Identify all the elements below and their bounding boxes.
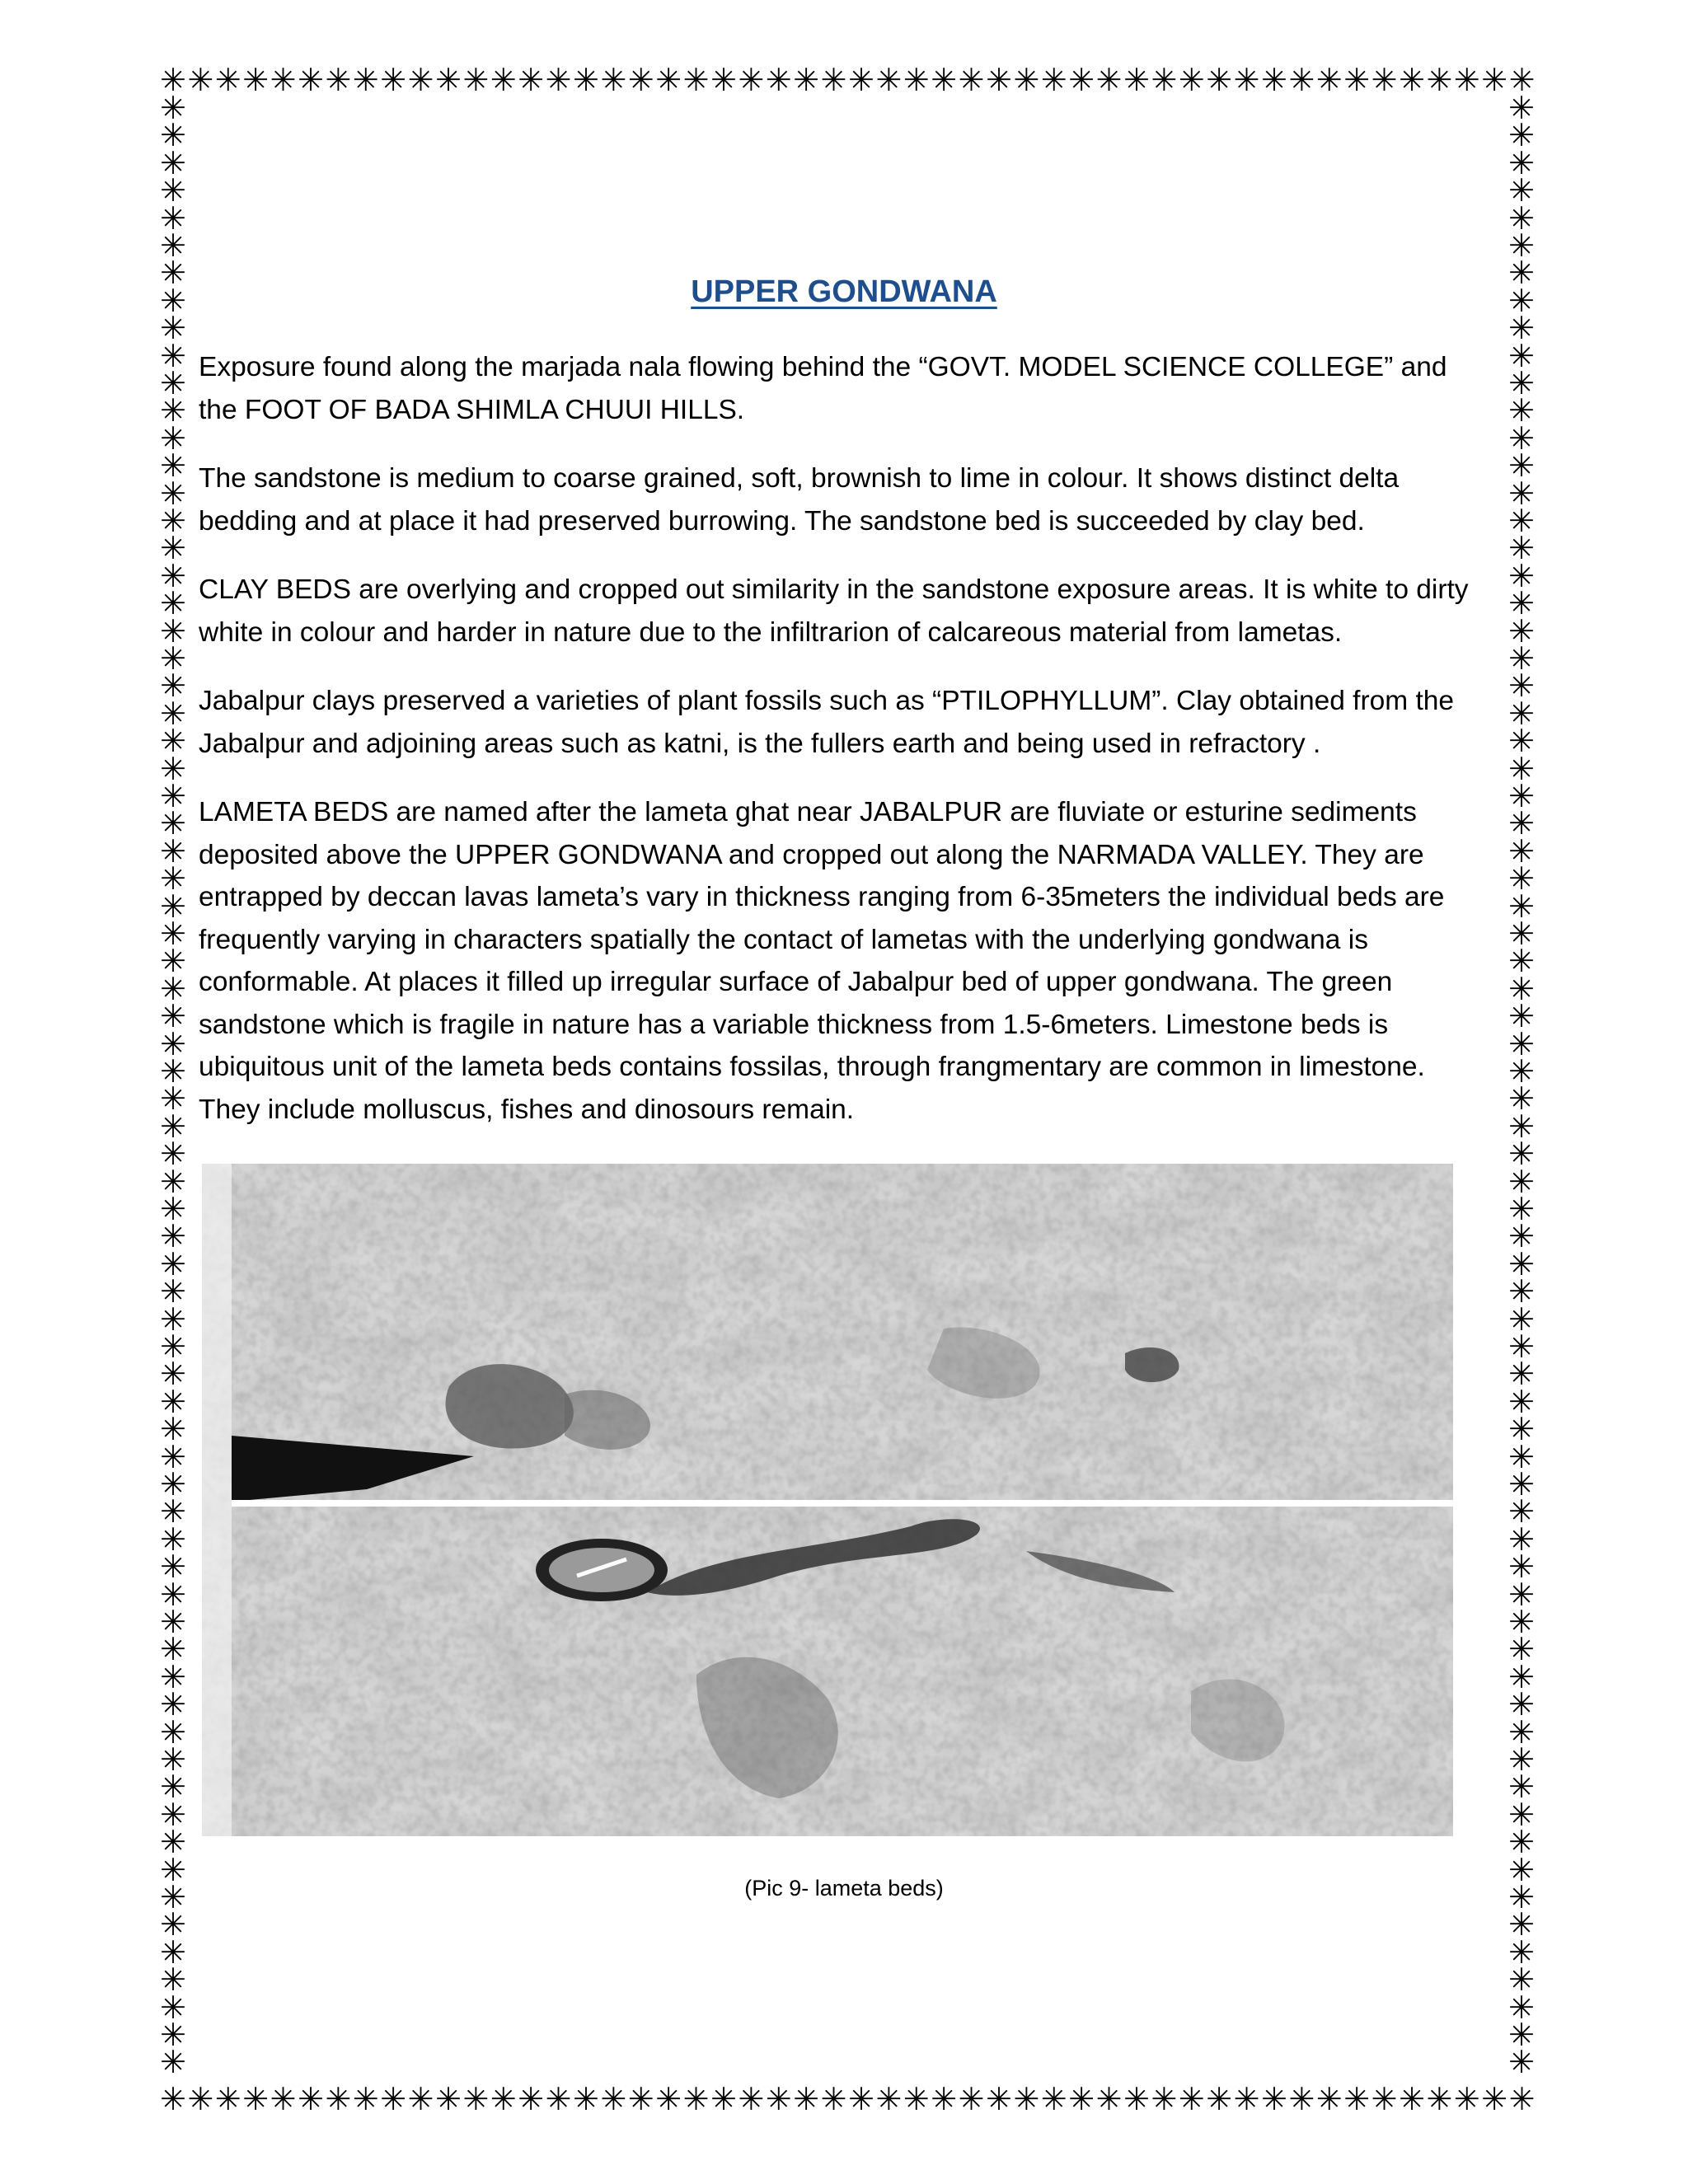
border-star-icon: ✳ xyxy=(1508,805,1535,842)
border-top xyxy=(159,64,1536,97)
border-star-icon: ✳ xyxy=(1508,1851,1535,1888)
border-star-icon: ✳ xyxy=(765,2081,792,2117)
border-star-icon: ✳ xyxy=(1371,2081,1398,2117)
border-star-icon: ✳ xyxy=(958,62,985,98)
border-star-icon: ✳ xyxy=(738,62,765,98)
border-star-icon: ✳ xyxy=(1508,1521,1535,1558)
border-star-icon: ✳ xyxy=(931,62,958,98)
border-star-icon: ✳ xyxy=(1508,1769,1535,1806)
border-star-icon: ✳ xyxy=(352,62,379,98)
border-star-icon: ✳ xyxy=(1013,2081,1040,2117)
border-star-icon: ✳ xyxy=(1508,1329,1535,1365)
border-star-icon: ✳ xyxy=(435,2081,462,2117)
border-star-icon: ✳ xyxy=(160,1136,186,1173)
border-star-icon: ✳ xyxy=(1151,2081,1178,2117)
border-star-icon: ✳ xyxy=(655,2081,682,2117)
border-star-icon: ✳ xyxy=(160,1796,186,1833)
border-star-icon: ✳ xyxy=(1508,1906,1535,1943)
border-star-icon: ✳ xyxy=(1508,1879,1535,1915)
border-star-icon: ✳ xyxy=(160,585,186,622)
border-star-icon: ✳ xyxy=(1426,2081,1453,2117)
border-star-icon: ✳ xyxy=(1508,1658,1535,1695)
border-star-icon: ✳ xyxy=(986,2081,1012,2117)
border-star-icon: ✳ xyxy=(160,365,186,401)
border-star-icon: ✳ xyxy=(1508,530,1535,567)
body-text xyxy=(199,346,1484,1157)
border-star-icon: ✳ xyxy=(490,62,517,98)
border-star-icon: ✳ xyxy=(380,62,407,98)
border-star-icon: ✳ xyxy=(875,62,903,98)
border-star-icon: ✳ xyxy=(820,62,847,98)
border-star-icon: ✳ xyxy=(1508,199,1535,237)
border-star-icon: ✳ xyxy=(160,172,186,209)
border-star-icon: ✳ xyxy=(160,1301,186,1338)
border-star-icon: ✳ xyxy=(160,1163,186,1200)
border-star-icon: ✳ xyxy=(160,750,186,787)
border-star-icon: ✳ xyxy=(160,1356,186,1393)
border-star-icon: ✳ xyxy=(160,1631,186,1668)
border-star-icon: ✳ xyxy=(1233,2081,1260,2117)
border-star-icon: ✳ xyxy=(1508,1411,1535,1448)
border-star-icon: ✳ xyxy=(160,998,186,1035)
border-star-icon: ✳ xyxy=(1315,2081,1343,2117)
border-star-icon: ✳ xyxy=(160,1493,186,1530)
border-star-icon: ✳ xyxy=(573,62,599,98)
border-star-icon: ✳ xyxy=(1508,668,1535,705)
border-star-icon: ✳ xyxy=(545,2081,572,2117)
border-star-icon: ✳ xyxy=(1068,62,1095,98)
border-star-icon: ✳ xyxy=(160,1245,186,1282)
border-star-icon: ✳ xyxy=(1233,62,1260,98)
border-star-icon: ✳ xyxy=(1508,255,1535,292)
border-star-icon: ✳ xyxy=(462,62,490,98)
border-star-icon: ✳ xyxy=(710,62,737,98)
border-star-icon: ✳ xyxy=(1508,557,1535,594)
border-star-icon: ✳ xyxy=(1508,1824,1535,1861)
border-star-icon: ✳ xyxy=(160,310,186,347)
border-star-icon: ✳ xyxy=(1508,1356,1535,1393)
border-star-icon: ✳ xyxy=(682,62,710,98)
border-star-icon: ✳ xyxy=(1508,1686,1535,1723)
border-star-icon: ✳ xyxy=(160,282,186,319)
border-star-icon: ✳ xyxy=(298,62,324,98)
border-star-icon: ✳ xyxy=(1123,62,1150,98)
border-star-icon: ✳ xyxy=(986,62,1012,98)
border-star-icon: ✳ xyxy=(160,1411,186,1448)
border-star-icon: ✳ xyxy=(1508,117,1535,154)
border-star-icon: ✳ xyxy=(1508,778,1535,814)
border-star-icon: ✳ xyxy=(1508,1796,1535,1833)
border-star-icon: ✳ xyxy=(160,1053,186,1090)
lameta-beds-photo xyxy=(202,1164,1453,1836)
border-star-icon: ✳ xyxy=(1481,62,1508,98)
border-star-icon: ✳ xyxy=(160,1824,186,1861)
border-star-icon: ✳ xyxy=(160,695,186,732)
border-star-icon: ✳ xyxy=(655,62,682,98)
border-star-icon: ✳ xyxy=(1508,2017,1535,2053)
border-star-icon: ✳ xyxy=(160,640,186,677)
border-star-icon: ✳ xyxy=(160,916,186,952)
border-star-icon: ✳ xyxy=(462,2081,490,2117)
border-star-icon: ✳ xyxy=(1508,1273,1535,1310)
border-star-icon: ✳ xyxy=(518,62,545,98)
border-star-icon: ✳ xyxy=(958,2081,985,2117)
border-star-icon: ✳ xyxy=(1261,2081,1287,2117)
border-star-icon: ✳ xyxy=(160,1658,186,1695)
border-star-icon: ✳ xyxy=(820,2081,847,2117)
border-star-icon: ✳ xyxy=(1508,585,1535,622)
border-star-icon: ✳ xyxy=(793,62,820,98)
border-star-icon: ✳ xyxy=(1288,62,1315,98)
border-star-icon: ✳ xyxy=(1508,62,1536,98)
border-star-icon: ✳ xyxy=(1508,227,1535,264)
border-star-icon: ✳ xyxy=(160,475,186,512)
border-star-icon: ✳ xyxy=(1508,860,1535,898)
border-star-icon: ✳ xyxy=(1178,62,1205,98)
paragraph-jabalpur-clays: Jabalpur clays preserved a varieties of plant fossils such as “PTILOPHYLLUM”. Clay obtained from the Jabalpur and adjoining areas such as katni, is the fullers earth and being used in refractory . xyxy=(199,686,1455,759)
border-star-icon: ✳ xyxy=(1288,2081,1315,2117)
border-star-icon: ✳ xyxy=(903,2081,930,2117)
border-star-icon: ✳ xyxy=(1151,62,1178,98)
border-star-icon: ✳ xyxy=(160,1438,186,1475)
paragraph-sandstone: The sandstone is medium to coarse grained, soft, brownish to lime in colour. It shows distinct delta bedding and at place it had preserved burrowing. The sandstone bed is succeeded by clay bed. xyxy=(199,463,1400,537)
border-star-icon: ✳ xyxy=(1508,1438,1535,1475)
border-star-icon: ✳ xyxy=(1508,419,1535,457)
border-star-icon: ✳ xyxy=(1206,2081,1233,2117)
border-star-icon: ✳ xyxy=(1481,2081,1508,2117)
border-star-icon: ✳ xyxy=(407,2081,434,2117)
border-star-icon: ✳ xyxy=(1508,90,1535,126)
border-star-icon: ✳ xyxy=(1508,1741,1535,1778)
paragraph-lameta-beds: LAMETA BEDS are named after the lameta ghat near JABALPUR are fluviate or esturine sediments deposited above the UPPER GONDWANA and cropped out along the NARMADA VALLEY. They are entrapped by deccan lavas lameta’s vary in thickness ranging from 6-35meters the individual beds are frequently varying in characters spatially the contact of lametas with the underlying gondwana is conformable. At places it filled up irregular surface of Jabalpur bed of upper gondwana. The green sandstone which is fragile in nature has a variable thickness from 1.5-6meters. Limestone beds is ubiquitous unit of the lameta beds contains fossilas, through frangmentary are common in limestone. They include molluscus, fishes and dinosours remain. xyxy=(199,797,1445,1125)
border-star-icon: ✳ xyxy=(1508,998,1535,1035)
border-star-icon: ✳ xyxy=(1315,62,1343,98)
border-star-icon: ✳ xyxy=(490,2081,517,2117)
border-star-icon: ✳ xyxy=(1508,1933,1535,1971)
border-star-icon: ✳ xyxy=(1508,475,1535,512)
border-star-icon: ✳ xyxy=(160,888,186,925)
border-star-icon: ✳ xyxy=(160,1604,186,1640)
border-star-icon: ✳ xyxy=(1508,1191,1535,1227)
border-star-icon: ✳ xyxy=(1178,2081,1205,2117)
border-star-icon: ✳ xyxy=(1508,1025,1535,1062)
border-star-icon: ✳ xyxy=(1508,750,1535,787)
border-star-icon: ✳ xyxy=(1508,695,1535,732)
border-star-icon: ✳ xyxy=(1426,62,1453,98)
border-star-icon: ✳ xyxy=(160,970,186,1007)
border-star-icon: ✳ xyxy=(1508,2044,1535,2081)
border-star-icon: ✳ xyxy=(160,62,186,98)
border-star-icon: ✳ xyxy=(1343,2081,1371,2117)
border-star-icon: ✳ xyxy=(160,860,186,898)
border-star-icon: ✳ xyxy=(1013,62,1040,98)
border-star-icon: ✳ xyxy=(435,62,462,98)
border-star-icon: ✳ xyxy=(793,2081,820,2117)
border-star-icon: ✳ xyxy=(1508,1245,1535,1282)
border-star-icon: ✳ xyxy=(160,1080,186,1118)
border-star-icon: ✳ xyxy=(1095,62,1123,98)
border-star-icon: ✳ xyxy=(1508,1713,1535,1750)
border-star-icon: ✳ xyxy=(187,2081,214,2117)
border-star-icon: ✳ xyxy=(214,2081,241,2117)
border-star-icon: ✳ xyxy=(160,530,186,567)
border-star-icon: ✳ xyxy=(160,90,186,126)
border-star-icon: ✳ xyxy=(160,199,186,237)
border-star-icon: ✳ xyxy=(1508,448,1535,485)
border-star-icon: ✳ xyxy=(160,1191,186,1227)
border-star-icon: ✳ xyxy=(1508,943,1535,980)
paragraph-exposure: Exposure found along the marjada nala flowing behind the “GOVT. MODEL SCIENCE COLLEGE” and the FOOT OF BADA SHIMLA CHUUI HILLS. xyxy=(199,352,1447,425)
border-star-icon: ✳ xyxy=(160,337,186,374)
border-star-icon: ✳ xyxy=(738,2081,765,2117)
border-star-icon: ✳ xyxy=(160,1549,186,1586)
border-star-icon: ✳ xyxy=(1508,1136,1535,1173)
border-star-icon: ✳ xyxy=(875,2081,903,2117)
border-star-icon: ✳ xyxy=(242,62,270,98)
border-star-icon: ✳ xyxy=(903,62,930,98)
border-star-icon: ✳ xyxy=(160,612,186,649)
border-star-icon: ✳ xyxy=(1095,2081,1123,2117)
border-star-icon: ✳ xyxy=(1508,888,1535,925)
border-star-icon: ✳ xyxy=(1508,1466,1535,1502)
border-star-icon: ✳ xyxy=(1399,2081,1425,2117)
border-star-icon: ✳ xyxy=(160,1769,186,1806)
border-star-icon: ✳ xyxy=(1508,365,1535,401)
border-star-icon: ✳ xyxy=(160,1851,186,1888)
border-star-icon: ✳ xyxy=(242,2081,270,2117)
border-star-icon: ✳ xyxy=(1508,1961,1535,1999)
border-star-icon: ✳ xyxy=(160,1329,186,1365)
border-star-icon: ✳ xyxy=(1068,2081,1095,2117)
border-star-icon: ✳ xyxy=(160,392,186,429)
border-star-icon: ✳ xyxy=(600,2081,627,2117)
border-star-icon: ✳ xyxy=(1508,1301,1535,1338)
border-star-icon: ✳ xyxy=(325,2081,352,2117)
border-star-icon: ✳ xyxy=(1508,1080,1535,1118)
border-star-icon: ✳ xyxy=(573,2081,599,2117)
border-star-icon: ✳ xyxy=(160,1108,186,1145)
border-star-icon: ✳ xyxy=(160,805,186,842)
border-star-icon: ✳ xyxy=(187,62,214,98)
border-star-icon: ✳ xyxy=(380,2081,407,2117)
border-star-icon: ✳ xyxy=(1508,1108,1535,1145)
border-star-icon: ✳ xyxy=(1371,62,1398,98)
border-star-icon: ✳ xyxy=(160,832,186,869)
border-star-icon: ✳ xyxy=(682,2081,710,2117)
border-star-icon: ✳ xyxy=(600,62,627,98)
border-star-icon: ✳ xyxy=(298,2081,324,2117)
border-star-icon: ✳ xyxy=(1508,1989,1535,2026)
border-star-icon: ✳ xyxy=(160,1025,186,1062)
border-star-icon: ✳ xyxy=(160,144,186,181)
border-star-icon: ✳ xyxy=(545,62,572,98)
border-star-icon: ✳ xyxy=(352,2081,379,2117)
border-star-icon: ✳ xyxy=(160,1466,186,1502)
border-star-icon: ✳ xyxy=(1508,723,1535,760)
border-star-icon: ✳ xyxy=(1508,612,1535,649)
paragraph-clay-beds: CLAY BEDS are overlying and cropped out similarity in the sandstone exposure areas. It is white to dirty white in colour and harder in nature due to the infiltrarion of calcareous material from lametas. xyxy=(199,574,1469,648)
border-star-icon: ✳ xyxy=(848,2081,874,2117)
border-star-icon: ✳ xyxy=(1343,62,1371,98)
border-star-icon: ✳ xyxy=(1508,2081,1536,2117)
border-star-icon: ✳ xyxy=(1123,2081,1150,2117)
border-star-icon: ✳ xyxy=(160,2017,186,2053)
border-star-icon: ✳ xyxy=(1508,172,1535,209)
border-star-icon: ✳ xyxy=(848,62,874,98)
border-star-icon: ✳ xyxy=(1508,392,1535,429)
page-title: UPPER GONDWANA xyxy=(691,274,997,309)
border-star-icon: ✳ xyxy=(1453,62,1480,98)
border-bottom xyxy=(159,2083,1536,2116)
border-star-icon: ✳ xyxy=(1508,640,1535,677)
border-star-icon: ✳ xyxy=(1508,1549,1535,1586)
border-star-icon: ✳ xyxy=(627,62,654,98)
border-star-icon: ✳ xyxy=(160,1686,186,1723)
border-star-icon: ✳ xyxy=(160,557,186,594)
border-star-icon: ✳ xyxy=(325,62,352,98)
border-star-icon: ✳ xyxy=(160,1713,186,1750)
border-star-icon: ✳ xyxy=(765,62,792,98)
border-star-icon: ✳ xyxy=(160,1273,186,1310)
border-star-icon: ✳ xyxy=(160,1576,186,1613)
border-star-icon: ✳ xyxy=(160,503,186,539)
border-star-icon: ✳ xyxy=(1508,337,1535,374)
border-star-icon: ✳ xyxy=(407,62,434,98)
border-star-icon: ✳ xyxy=(1206,62,1233,98)
border-star-icon: ✳ xyxy=(1508,282,1535,319)
border-star-icon: ✳ xyxy=(160,1218,186,1255)
border-star-icon: ✳ xyxy=(160,1741,186,1778)
border-star-icon: ✳ xyxy=(1508,970,1535,1007)
border-right xyxy=(1507,92,1540,2087)
border-star-icon: ✳ xyxy=(1508,832,1535,869)
border-star-icon: ✳ xyxy=(1508,310,1535,347)
border-star-icon: ✳ xyxy=(518,2081,545,2117)
border-star-icon: ✳ xyxy=(1508,1383,1535,1420)
border-star-icon: ✳ xyxy=(160,2044,186,2081)
border-star-icon: ✳ xyxy=(160,778,186,814)
border-star-icon: ✳ xyxy=(270,2081,297,2117)
border-star-icon: ✳ xyxy=(1508,916,1535,952)
border-star-icon: ✳ xyxy=(160,1989,186,2026)
border-star-icon: ✳ xyxy=(160,227,186,264)
border-star-icon: ✳ xyxy=(160,668,186,705)
border-star-icon: ✳ xyxy=(160,2081,186,2117)
border-star-icon: ✳ xyxy=(1508,1163,1535,1200)
border-star-icon: ✳ xyxy=(1508,503,1535,539)
border-left xyxy=(159,92,192,2087)
border-star-icon: ✳ xyxy=(160,1961,186,1999)
border-star-icon: ✳ xyxy=(1508,1604,1535,1640)
border-star-icon: ✳ xyxy=(160,117,186,154)
border-star-icon: ✳ xyxy=(160,255,186,292)
border-star-icon: ✳ xyxy=(1508,1631,1535,1668)
border-star-icon: ✳ xyxy=(1040,62,1067,98)
border-star-icon: ✳ xyxy=(710,2081,737,2117)
border-star-icon: ✳ xyxy=(160,1933,186,1971)
border-star-icon: ✳ xyxy=(1508,1493,1535,1530)
border-star-icon: ✳ xyxy=(160,1383,186,1420)
border-star-icon: ✳ xyxy=(160,1906,186,1943)
border-star-icon: ✳ xyxy=(1508,1576,1535,1613)
border-star-icon: ✳ xyxy=(1261,62,1287,98)
border-star-icon: ✳ xyxy=(1040,2081,1067,2117)
border-star-icon: ✳ xyxy=(627,2081,654,2117)
border-star-icon: ✳ xyxy=(160,723,186,760)
border-star-icon: ✳ xyxy=(1508,1053,1535,1090)
border-star-icon: ✳ xyxy=(1508,144,1535,181)
border-star-icon: ✳ xyxy=(160,448,186,485)
photo-caption: (Pic 9- lameta beds) xyxy=(744,1876,944,1900)
border-star-icon: ✳ xyxy=(160,943,186,980)
border-star-icon: ✳ xyxy=(160,419,186,457)
border-star-icon: ✳ xyxy=(1399,62,1425,98)
border-star-icon: ✳ xyxy=(1508,1218,1535,1255)
border-star-icon: ✳ xyxy=(270,62,297,98)
border-star-icon: ✳ xyxy=(160,1521,186,1558)
border-star-icon: ✳ xyxy=(214,62,241,98)
border-star-icon: ✳ xyxy=(1453,2081,1480,2117)
border-star-icon: ✳ xyxy=(160,1879,186,1915)
border-star-icon: ✳ xyxy=(931,2081,958,2117)
